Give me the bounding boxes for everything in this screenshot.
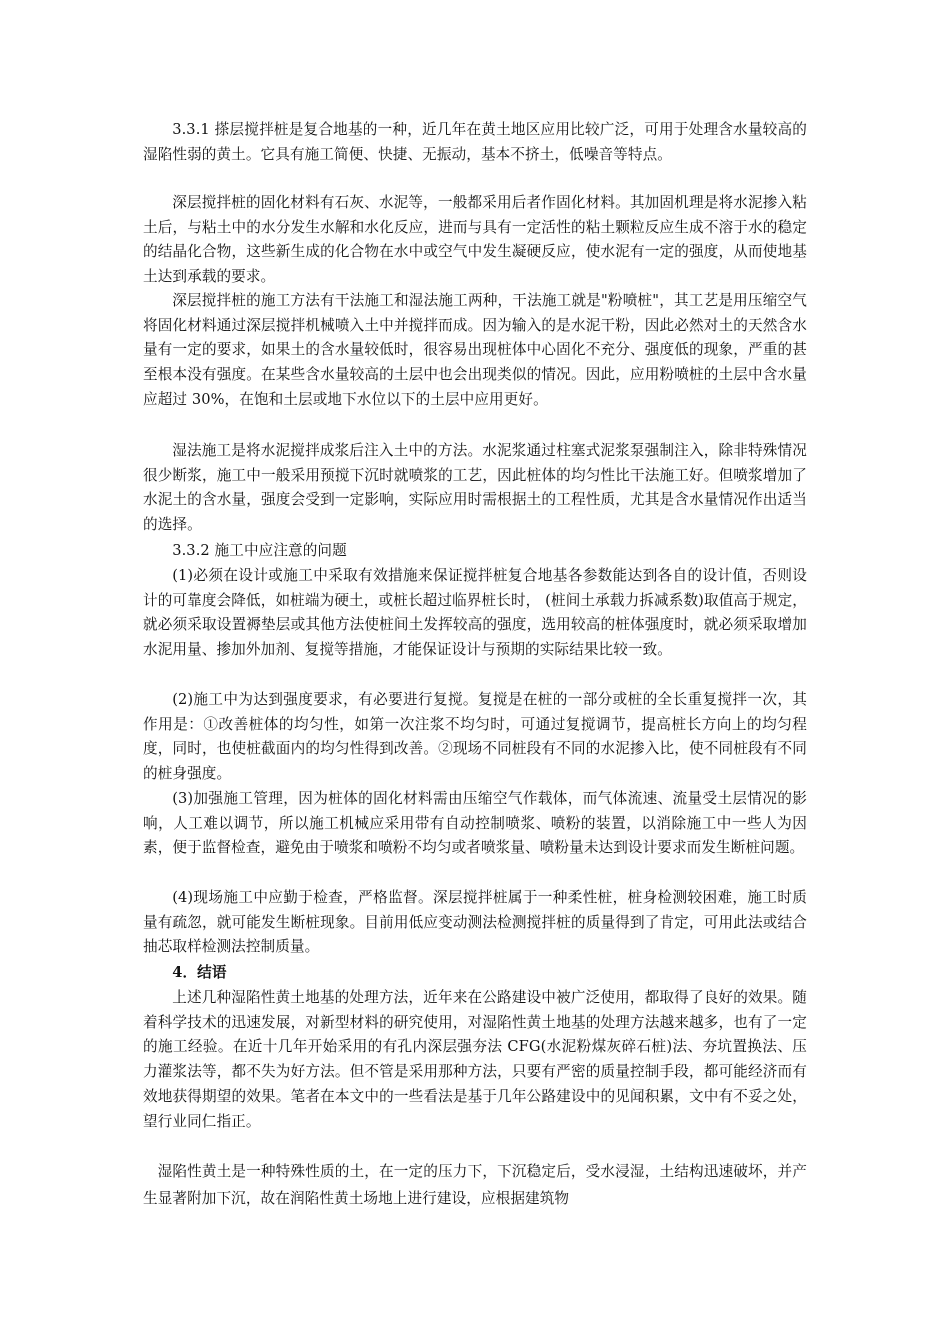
paragraph-collapsible-loess: 湿陷性黄土是一种特殊性质的土，在一定的压力下，下沉稳定后，受水浸湿，土结构迅速破坏，并产生显著附加下沉，故在润陷性黄土场地上进行建设，应根据建筑物	[143, 1163, 807, 1207]
paragraph-3-3-1: 3.3.1 搽层搅拌桩是复合地基的一种，近几年在黄土地区应用比较广泛，可用于处理含水量较高的湿陷性弱的黄土。它具有施工简便、快捷、无振动，基本不挤土，低噪音等特点。	[143, 121, 807, 163]
paragraph-item-2: (2)施工中为达到强度要求，有必要进行复搅。复搅是在桩的一部分或桩的全长重复搅拌一次，其作用是：①改善桩体的均匀性，如第一次注浆不均匀时，可通过复搅调节，提高桩长方向上的均匀程度，同时，也使桩截面内的均匀性得到改善。②现场不同桩段有不同的水泥掺入比，使不同桩段有不同的桩身强度。	[143, 691, 807, 783]
paragraph-conclusion: 上述几种湿陷性黄土地基的处理方法，近年来在公路建设中被广泛使用，都取得了良好的效果。随着科学技术的迅速发展，对新型材料的研究使用，对湿陷性黄土地基的处理方法越来越多，也有了一定的施工经验。在近十几年开始采用的有孔内深层强夯法 CFG(水泥粉煤灰碎石桩)法、夯坑置换法、压力灌浆法等，都不失为好方法。但不管是采用那种方法，只要有严密的质量控制手段，都可能经济而有效地获得期望的效果。笔者在本文中的一些看法是基于几年公路建设中的见闻积累，文中有不妥之处，望行业同仁指正。	[143, 989, 807, 1130]
section-heading-conclusion: 4．结语	[172, 964, 227, 981]
section-heading-3-3-2: 3.3.2 施工中应注意的问题	[172, 542, 347, 559]
paragraph-item-4: (4)现场施工中应勤于检查，严格监督。深层搅拌桩属于一种柔性桩，桩身检测较困难，施工时质量有疏忽，就可能发生断桩现象。目前用低应变动测法检测搅拌桩的质量得到了肯定，可用此法或结合抽芯取样检测法控制质量。	[143, 889, 807, 956]
paragraph-curing-mechanism: 深层搅拌桩的固化材料有石灰、水泥等，一般都采用后者作固化材料。其加固机理是将水泥掺入粘土后，与粘土中的水分发生水解和水化反应，进而与具有一定活性的粘土颗粒反应生成不溶于水的稳定的结晶化合物，这些新生成的化合物在水中或空气中发生凝硬反应，使水泥有一定的强度，从而使地基土达到承载的要求。	[143, 194, 807, 286]
paragraph-item-3: (3)加强施工管理，因为桩体的固化材料需由压缩空气作载体，而气体流速、流量受土层情况的影响，人工难以调节，所以施工机械应采用带有自动控制喷浆、喷粉的装置，以消除施工中一些人为因素，便于监督检查，避免由于喷浆和喷粉不均匀或者喷浆量、喷粉量未达到设计要求而发生断桩问题。	[143, 790, 807, 857]
paragraph-item-1: (1)必须在设计或施工中采取有效措施来保证搅拌桩复合地基各参数能达到各自的设计值，否则设计的可靠度会降低，如桩端为硬土，或桩长超过临界桩长时， (桩间土承载力拆减系数)取值高于规定，就必须采取设置褥垫层或其他方法使桩间土发挥较高的强度，选用较高的桩体强度时，就必须采取增加水泥用量、掺加外加剂、复搅等措施，才能保证设计与预期的实际结果比较一致。	[143, 567, 807, 659]
paragraph-wet-method: 湿法施工是将水泥搅拌成浆后注入土中的方法。水泥浆通过柱塞式泥浆泵强制注入，除非特殊情况很少断浆，施工中一般采用预搅下沉时就喷浆的工艺，因此桩体的均匀性比干法施工好。但喷浆增加了水泥土的含水量，强度会受到一定影响，实际应用时需根据土的工程性质，尤其是含水量情况作出适当的选择。	[143, 442, 807, 534]
paragraph-dry-method: 深层搅拌桩的施工方法有干法施工和湿法施工两种，干法施工就是"粉喷桩"，其工艺是用压缩空气将固化材料通过深层搅拌机械喷入土中并搅拌而成。因为输入的是水泥干粉，因此必然对土的天然含水量有一定的要求，如果土的含水量较低时，很容易出现桩体中心固化不充分、强度低的现象，严重的甚至根本没有强度。在某些含水量较高的土层中也会出现类似的情况。因此，应用粉喷桩的土层中含水量应超过 30%，在饱和土层或地下水位以下的土层中应用更好。	[143, 292, 807, 408]
